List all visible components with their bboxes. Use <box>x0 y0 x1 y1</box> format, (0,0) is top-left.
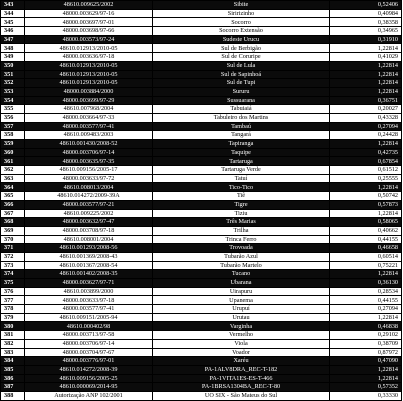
row-number: 348 <box>1 44 25 53</box>
row-number: 344 <box>1 9 25 18</box>
table-row <box>1 261 402 270</box>
field-name: Tubarão Martelo <box>153 261 330 270</box>
field-name: Voador <box>153 348 330 357</box>
factor-value: 1,22814 <box>330 87 402 96</box>
field-name: Ubarana <box>153 279 330 288</box>
row-number: 386 <box>1 374 25 383</box>
field-name: Vermelho <box>153 331 330 340</box>
field-name: Upanema <box>153 296 330 305</box>
row-number: 371 <box>1 244 25 253</box>
factor-value: 1,22814 <box>330 140 402 149</box>
table-row <box>1 322 402 331</box>
field-name: Tartaruga <box>153 157 330 166</box>
field-name: Siririzinho <box>153 9 330 18</box>
field-name: Trovoada <box>153 244 330 253</box>
process-number: 48000.003706/97-14 <box>25 148 153 157</box>
table-row <box>1 183 402 192</box>
process-number: 48610.009483/2003 <box>25 131 153 140</box>
factor-value: 0,38358 <box>330 18 402 27</box>
process-number: 48610.014272/2008-39 <box>25 365 153 374</box>
row-number: 362 <box>1 166 25 175</box>
field-name: PA-1BRSA1304BA_REC-T-80 <box>153 383 330 392</box>
table-row <box>1 113 402 122</box>
process-number: Autorização ANP 102/2001 <box>25 391 153 400</box>
field-name: Sul de Coruripe <box>153 53 330 62</box>
field-name: Tabuiaiá <box>153 105 330 114</box>
row-number: 361 <box>1 157 25 166</box>
table-row <box>1 313 402 322</box>
process-number: 48000.003698/97-66 <box>25 27 153 36</box>
row-number: 388 <box>1 391 25 400</box>
field-name: Tubarão Azul <box>153 252 330 261</box>
table-row <box>1 61 402 70</box>
process-number: 48610.009151/2005-94 <box>25 313 153 322</box>
row-number: 385 <box>1 365 25 374</box>
row-number: 366 <box>1 200 25 209</box>
factor-value: 0,58065 <box>330 218 402 227</box>
field-name: Tabuleiro dos Martins <box>153 113 330 122</box>
process-number: 48000.003577/97-41 <box>25 305 153 314</box>
field-name: Três Marias <box>153 218 330 227</box>
field-name: Sudeste Urucu <box>153 35 330 44</box>
factor-value: 0,87972 <box>330 348 402 357</box>
field-name: Tiê <box>153 192 330 201</box>
field-name: Varginha <box>153 322 330 331</box>
process-number: 48000.003577/97-41 <box>25 122 153 131</box>
table-row <box>1 122 402 131</box>
process-number: 48610.001430/2008-52 <box>25 140 153 149</box>
process-number: 48000.003627/97-71 <box>25 279 153 288</box>
process-number: 48000.003697/97-01 <box>25 18 153 27</box>
factor-value: 0,25555 <box>330 174 402 183</box>
field-name: Urutau <box>153 313 330 322</box>
field-name: Socorro Extensão <box>153 27 330 36</box>
row-number: 379 <box>1 313 25 322</box>
process-number: 48610.001367/2008-54 <box>25 261 153 270</box>
table-row <box>1 174 402 183</box>
row-number: 351 <box>1 70 25 79</box>
process-number: 48000.003706/97-14 <box>25 339 153 348</box>
row-number: 360 <box>1 148 25 157</box>
factor-value: 0,28534 <box>330 287 402 296</box>
row-number: 370 <box>1 235 25 244</box>
table-row <box>1 357 402 366</box>
field-name: Tapiranga <box>153 140 330 149</box>
table-row <box>1 374 402 383</box>
factor-value: 1,22814 <box>330 374 402 383</box>
process-number: 48000.003629/97-16 <box>25 9 153 18</box>
row-number: 374 <box>1 270 25 279</box>
row-number: 387 <box>1 383 25 392</box>
process-number: 48000.003577/97-21 <box>25 200 153 209</box>
process-number: 48000.003633/97-72 <box>25 174 153 183</box>
factor-value: 0,57352 <box>330 383 402 392</box>
table-row <box>1 244 402 253</box>
factor-value: 0,43328 <box>330 113 402 122</box>
factor-value: 1,22814 <box>330 209 402 218</box>
factor-value: 0,38709 <box>330 339 402 348</box>
table-row <box>1 348 402 357</box>
process-number: 48610.009625/2002 <box>25 1 153 10</box>
field-name: PA-1ALV8DRA_REC-T-182 <box>153 365 330 374</box>
row-number: 356 <box>1 113 25 122</box>
process-number: 48610.001293/2008-56 <box>25 244 153 253</box>
factor-value: 0,57873 <box>330 200 402 209</box>
factor-value: 1,22814 <box>330 183 402 192</box>
field-name: Sussuarana <box>153 96 330 105</box>
factor-value: 0,41029 <box>330 53 402 62</box>
process-number: 48610.007968/2004 <box>25 105 153 114</box>
field-name: Tico-Tico <box>153 183 330 192</box>
process-number: 48610.000402/98 <box>25 322 153 331</box>
table-row <box>1 18 402 27</box>
factor-value: 0,33330 <box>330 391 402 400</box>
row-number: 352 <box>1 79 25 88</box>
factor-value: 0,50742 <box>330 192 402 201</box>
factor-value: 0,46838 <box>330 322 402 331</box>
table-row <box>1 87 402 96</box>
field-name: Sibite <box>153 1 330 10</box>
row-number: 343 <box>1 1 25 10</box>
row-number: 364 <box>1 183 25 192</box>
field-name: Uirapuru <box>153 287 330 296</box>
field-name: Sul de Tupi <box>153 79 330 88</box>
factor-value: 0,60514 <box>330 252 402 261</box>
process-number: 48610.001369/2008-43 <box>25 252 153 261</box>
table-body <box>1 1 402 401</box>
process-number: 48610.012913/2010-05 <box>25 61 153 70</box>
factor-value: 0,34965 <box>330 27 402 36</box>
table-row <box>1 279 402 288</box>
table-row <box>1 200 402 209</box>
table-row <box>1 383 402 392</box>
row-number: 350 <box>1 61 25 70</box>
row-number: 355 <box>1 105 25 114</box>
field-name: Viola <box>153 339 330 348</box>
process-number: 48610.012913/2010-05 <box>25 70 153 79</box>
row-number: 354 <box>1 96 25 105</box>
process-number: 48610.009156/2005-17 <box>25 166 153 175</box>
process-number: 48000.003633/97-18 <box>25 296 153 305</box>
table-row <box>1 331 402 340</box>
factor-value: 0,36751 <box>330 96 402 105</box>
row-number: 365 <box>1 192 25 201</box>
field-name: PA-1VITA1ES-ES-T-466 <box>153 374 330 383</box>
row-number: 382 <box>1 339 25 348</box>
table-row <box>1 209 402 218</box>
row-number: 368 <box>1 218 25 227</box>
process-number: 48000.003884/2000 <box>25 87 153 96</box>
table-row <box>1 53 402 62</box>
field-name: Tigre <box>153 200 330 209</box>
row-number: 373 <box>1 261 25 270</box>
table-row <box>1 96 402 105</box>
factor-value: 0,44155 <box>330 296 402 305</box>
table-row <box>1 131 402 140</box>
field-name: UO SIX - São Mateus do Sul <box>153 391 330 400</box>
table-row <box>1 365 402 374</box>
table-row <box>1 35 402 44</box>
factor-value: 1,22814 <box>330 270 402 279</box>
process-number: 48000.003708/97-18 <box>25 226 153 235</box>
row-number: 381 <box>1 331 25 340</box>
field-name: Tambaú <box>153 122 330 131</box>
factor-value: 0,40662 <box>330 226 402 235</box>
table-row <box>1 305 402 314</box>
field-name: Sururu <box>153 87 330 96</box>
factor-value: 1,22814 <box>330 365 402 374</box>
table-row <box>1 226 402 235</box>
process-number: 48610.012913/2010-05 <box>25 79 153 88</box>
table-row <box>1 1 402 10</box>
process-number: 48610.009156/2005-25 <box>25 374 153 383</box>
row-number: 380 <box>1 322 25 331</box>
table-row <box>1 296 402 305</box>
row-number: 367 <box>1 209 25 218</box>
factor-value: 0,44155 <box>330 235 402 244</box>
field-name: Trinca Ferro <box>153 235 330 244</box>
table-row <box>1 166 402 175</box>
factor-value: 0,61512 <box>330 166 402 175</box>
table-row <box>1 218 402 227</box>
factor-value: 0,31910 <box>330 35 402 44</box>
table-row <box>1 192 402 201</box>
process-number: 48610.009225/2002 <box>25 209 153 218</box>
row-number: 345 <box>1 18 25 27</box>
row-number: 353 <box>1 87 25 96</box>
row-number: 359 <box>1 140 25 149</box>
factor-value: 0,27094 <box>330 122 402 131</box>
process-number: 48610.000069/2014-95 <box>25 383 153 392</box>
field-name: Xaréu <box>153 357 330 366</box>
row-number: 384 <box>1 357 25 366</box>
row-number: 363 <box>1 174 25 183</box>
factor-value: 0,29102 <box>330 331 402 340</box>
process-number: 48000.003699/97-29 <box>25 96 153 105</box>
row-number: 357 <box>1 122 25 131</box>
table-row <box>1 235 402 244</box>
factor-value: 0,20027 <box>330 105 402 114</box>
table-row <box>1 105 402 114</box>
process-number: 48000.003713/97-58 <box>25 331 153 340</box>
row-number: 347 <box>1 35 25 44</box>
table-row <box>1 287 402 296</box>
process-number: 48610.014272/2009-39A <box>25 192 153 201</box>
row-number: 383 <box>1 348 25 357</box>
table-row <box>1 148 402 157</box>
process-number: 48610.008013/2004 <box>25 183 153 192</box>
process-number: 48000.003635/97-35 <box>25 157 153 166</box>
field-name: Sul de Sapinhoá <box>153 70 330 79</box>
table-row <box>1 140 402 149</box>
factor-value: 0,40984 <box>330 9 402 18</box>
factor-value: 0,46658 <box>330 244 402 253</box>
field-name: Sul de Berbigão <box>153 44 330 53</box>
factor-value: 1,22814 <box>330 79 402 88</box>
field-name: Tartaruga Verde <box>153 166 330 175</box>
factor-value: 0,24428 <box>330 131 402 140</box>
field-name: Tiziu <box>153 209 330 218</box>
factor-value: 0,42735 <box>330 148 402 157</box>
table-row <box>1 44 402 53</box>
table-row <box>1 27 402 36</box>
field-name: Socorro <box>153 18 330 27</box>
process-number: 48610.008001/2004 <box>25 235 153 244</box>
process-number: 48000.003636/97-18 <box>25 53 153 62</box>
factor-value: 1,22814 <box>330 70 402 79</box>
factor-value: 1,22814 <box>330 61 402 70</box>
field-name: Taquipe <box>153 148 330 157</box>
row-number: 349 <box>1 53 25 62</box>
table-row <box>1 252 402 261</box>
factor-value: 1,22814 <box>330 44 402 53</box>
factor-value: 0,27094 <box>330 305 402 314</box>
row-number: 375 <box>1 279 25 288</box>
process-number: 48000.003776/97-01 <box>25 357 153 366</box>
process-number: 48000.003664/97-33 <box>25 113 153 122</box>
field-name: Tatuí <box>153 174 330 183</box>
field-name: Urupuí <box>153 305 330 314</box>
table-row <box>1 70 402 79</box>
factor-value: 0,36130 <box>330 279 402 288</box>
field-name: Tangará <box>153 131 330 140</box>
table-row <box>1 391 402 400</box>
table-row <box>1 9 402 18</box>
factor-value: 0,75221 <box>330 261 402 270</box>
field-name: Sul de Lula <box>153 61 330 70</box>
process-number: 48000.003573/97-24 <box>25 35 153 44</box>
row-number: 358 <box>1 131 25 140</box>
process-number: 48000.003704/97-67 <box>25 348 153 357</box>
factor-value: 1,22814 <box>330 313 402 322</box>
field-name: Tucano <box>153 270 330 279</box>
row-number: 377 <box>1 296 25 305</box>
process-number: 48610.003899/2000 <box>25 287 153 296</box>
factor-value: 0,52406 <box>330 1 402 10</box>
row-number: 378 <box>1 305 25 314</box>
row-number: 372 <box>1 252 25 261</box>
field-name: Trilha <box>153 226 330 235</box>
row-number: 369 <box>1 226 25 235</box>
row-number: 376 <box>1 287 25 296</box>
factor-value: 0,47090 <box>330 357 402 366</box>
table-row <box>1 270 402 279</box>
process-number: 48610.012913/2010-05 <box>25 44 153 53</box>
process-number: 48610.001402/2008-35 <box>25 270 153 279</box>
row-number: 346 <box>1 27 25 36</box>
table-row <box>1 339 402 348</box>
table-row <box>1 79 402 88</box>
factor-value: 0,67854 <box>330 157 402 166</box>
process-number: 48000.003632/97-47 <box>25 218 153 227</box>
table-row <box>1 157 402 166</box>
